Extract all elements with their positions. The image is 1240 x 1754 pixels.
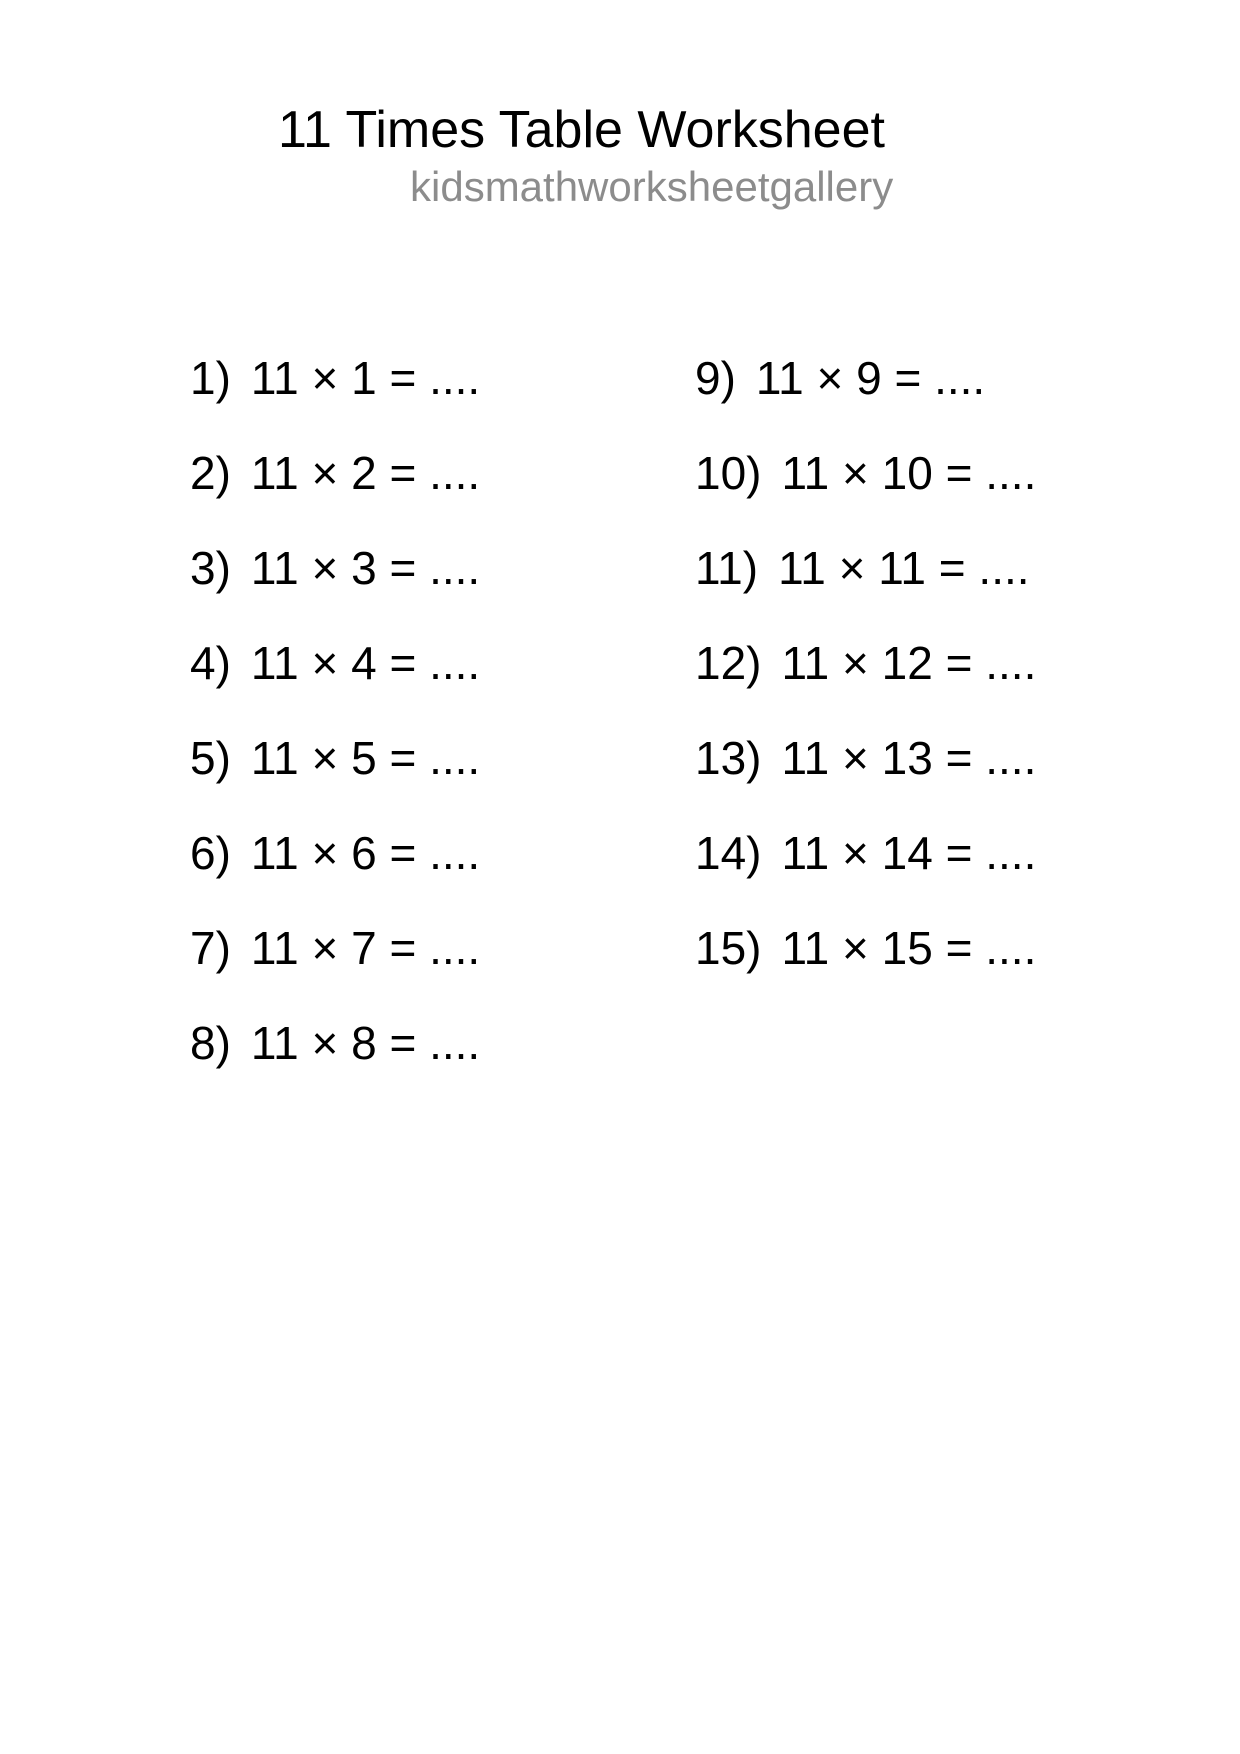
problem-number: 12) (695, 637, 762, 689)
problem-expression: 11 × 12 = .... (781, 637, 1037, 689)
problem-number: 6) (190, 827, 231, 879)
problem-expression: 11 × 2 = .... (250, 447, 481, 499)
problem-item-2 (190, 426, 480, 521)
problem-expression: 11 × 10 = .... (781, 447, 1037, 499)
problem-number: 14) (695, 827, 762, 879)
problem-item-6 (190, 806, 480, 901)
page-title: 11 Times Table Worksheet (278, 101, 885, 159)
problem-number: 10) (695, 447, 762, 499)
problem-number: 4) (190, 637, 231, 689)
problem-number: 5) (190, 732, 231, 784)
problem-number: 7) (190, 922, 231, 974)
problem-item-14 (695, 806, 1036, 901)
problem-expression: 11 × 9 = .... (755, 352, 986, 404)
problem-expression: 11 × 3 = .... (250, 542, 481, 594)
problem-number: 13) (695, 732, 762, 784)
problem-item-7 (190, 901, 480, 996)
page-subtitle: kidsmathworksheetgallery (410, 163, 894, 210)
problem-number: 11) (695, 542, 759, 594)
problem-item-11 (695, 521, 1036, 616)
problem-item-8 (190, 996, 480, 1091)
problem-expression: 11 × 5 = .... (250, 732, 481, 784)
problem-expression: 11 × 1 = .... (250, 352, 481, 404)
problem-number: 3) (190, 542, 231, 594)
problem-item-13 (695, 711, 1036, 806)
problems-column-right (695, 331, 1036, 996)
problem-item-5 (190, 711, 480, 806)
problem-expression: 11 × 8 = .... (250, 1017, 481, 1069)
problem-expression: 11 × 14 = .... (781, 827, 1037, 879)
problems-column-left (190, 331, 480, 1091)
problem-item-10 (695, 426, 1036, 521)
problem-item-4 (190, 616, 480, 711)
problem-item-3 (190, 521, 480, 616)
problem-expression: 11 × 4 = .... (250, 637, 481, 689)
problem-expression: 11 × 11 = .... (778, 542, 1030, 594)
problem-item-9 (695, 331, 1036, 426)
problem-number: 8) (190, 1017, 231, 1069)
problem-number: 15) (695, 922, 762, 974)
problem-item-1 (190, 331, 480, 426)
problem-number: 1) (190, 352, 231, 404)
problem-item-15 (695, 901, 1036, 996)
problem-expression: 11 × 15 = .... (781, 922, 1037, 974)
problem-expression: 11 × 13 = .... (781, 732, 1037, 784)
problem-expression: 11 × 6 = .... (250, 827, 481, 879)
problem-number: 2) (190, 447, 231, 499)
problem-expression: 11 × 7 = .... (250, 922, 481, 974)
problem-number: 9) (695, 352, 736, 404)
problem-item-12 (695, 616, 1036, 711)
